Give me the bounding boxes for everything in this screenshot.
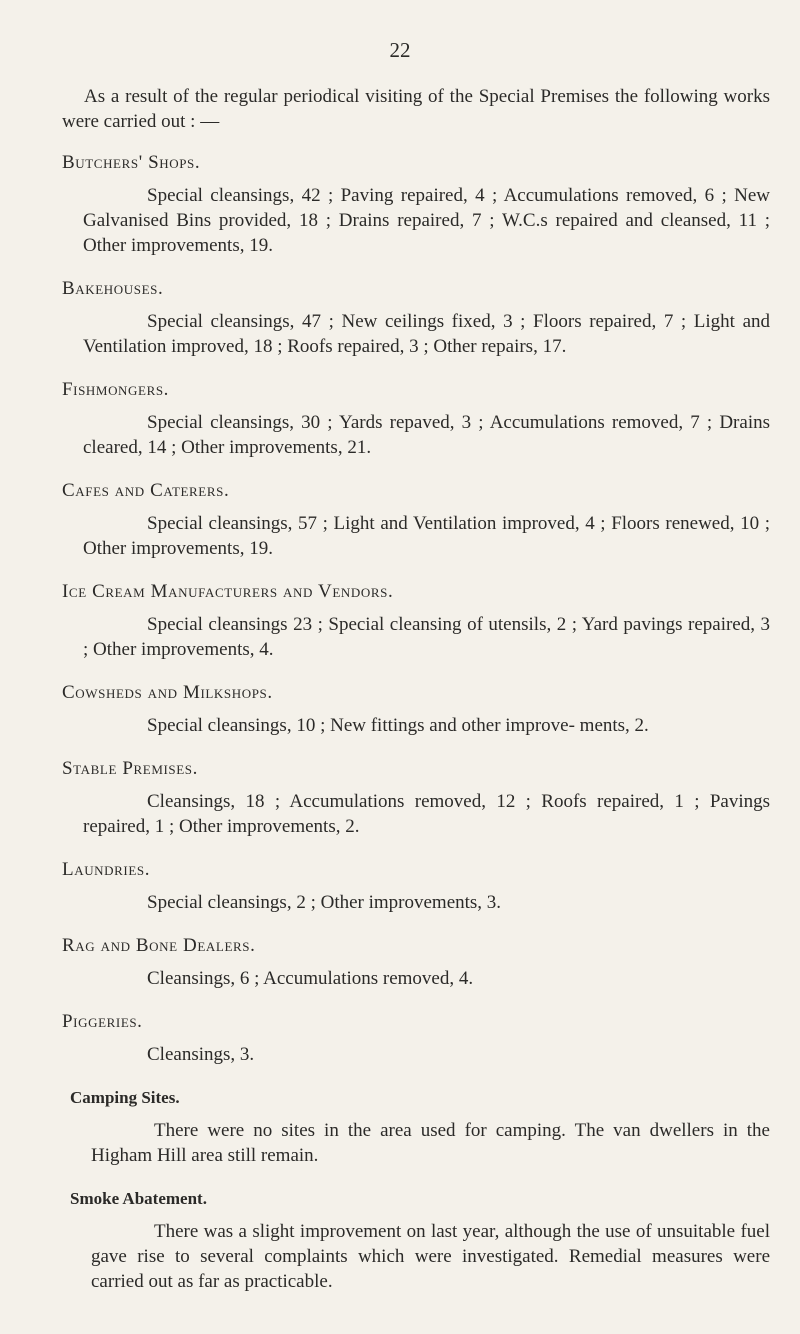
section-text: Cleansings, 18 ; Accumulations removed, 12 ; Roofs repaired, 1 ; Pavings repaired, 1 ; Other improvements, 2. <box>83 791 770 837</box>
page-number: 22 <box>389 38 411 62</box>
section-heading: Stable Premises. <box>62 758 198 779</box>
section-bakehouses <box>62 276 770 359</box>
section-heading: Ice Cream Manufacturers and Vendors. <box>62 581 394 602</box>
section-heading: Butchers' Shops. <box>62 152 201 173</box>
section-fishmongers <box>62 377 770 460</box>
section-piggeries <box>62 1009 770 1067</box>
section-heading: Bakehouses. <box>62 278 164 299</box>
section-heading: Rag and Bone Dealers. <box>62 935 256 956</box>
section-butchers-shops <box>62 150 770 258</box>
section-heading: Fishmongers. <box>62 379 170 400</box>
section-text: Special cleansings, 2 ; Other improvements, 3. <box>147 892 502 913</box>
intro-paragraph: As a result of the regular periodical visiting of the Special Premises the following works were carried out : — <box>62 86 770 132</box>
section-text: Cleansings, 6 ; Accumulations removed, 4. <box>147 968 474 989</box>
section-heading: Piggeries. <box>62 1011 143 1032</box>
section-heading: Smoke Abatement. <box>70 1189 207 1208</box>
section-text: Special cleansings, 10 ; New fittings and other improve- ments, 2. <box>147 715 649 736</box>
section-camping-sites <box>62 1085 770 1168</box>
section-smoke-abatement <box>62 1186 770 1294</box>
section-laundries <box>62 857 770 915</box>
section-cafes-and-caterers <box>62 478 770 561</box>
document-body <box>62 84 770 1312</box>
section-text: There were no sites in the area used for camping. The van dwellers in the Higham Hill area still remain. <box>91 1120 770 1166</box>
section-text: Special cleansings, 57 ; Light and Ventilation improved, 4 ; Floors renewed, 10 ; Other improvements, 19. <box>83 513 770 559</box>
section-ice-cream <box>62 579 770 662</box>
section-text: Special cleansings, 42 ; Paving repaired, 4 ; Accumulations removed, 6 ; New Galvanised Bins provided, 18 ; Drains repaired, 7 ; W.C.s repaired and cleansed, 11 ; Other improvements, 19. <box>83 185 770 256</box>
section-stable-premises <box>62 756 770 839</box>
section-text: There was a slight improvement on last year, although the use of unsuitable fuel gave rise to several complaints which were investigated. Remedial measures were carried out as far as practicable. <box>91 1221 770 1292</box>
section-cowsheds-and-milkshops <box>62 680 770 738</box>
section-heading: Camping Sites. <box>70 1088 180 1107</box>
section-heading: Cowsheds and Milkshops. <box>62 682 273 703</box>
section-rag-and-bone-dealers <box>62 933 770 991</box>
section-text: Special cleansings, 47 ; New ceilings fixed, 3 ; Floors repaired, 7 ; Light and Ventilation improved, 18 ; Roofs repaired, 3 ; Other repairs, 17. <box>83 311 770 357</box>
section-text: Special cleansings 23 ; Special cleansing of utensils, 2 ; Yard pavings repaired, 3 ; Other improvements, 4. <box>83 614 770 660</box>
section-heading: Laundries. <box>62 859 151 880</box>
section-text: Special cleansings, 30 ; Yards repaved, 3 ; Accumulations removed, 7 ; Drains cleared, 14 ; Other improvements, 21. <box>83 412 770 458</box>
section-text: Cleansings, 3. <box>147 1044 255 1065</box>
section-heading: Cafes and Caterers. <box>62 480 230 501</box>
